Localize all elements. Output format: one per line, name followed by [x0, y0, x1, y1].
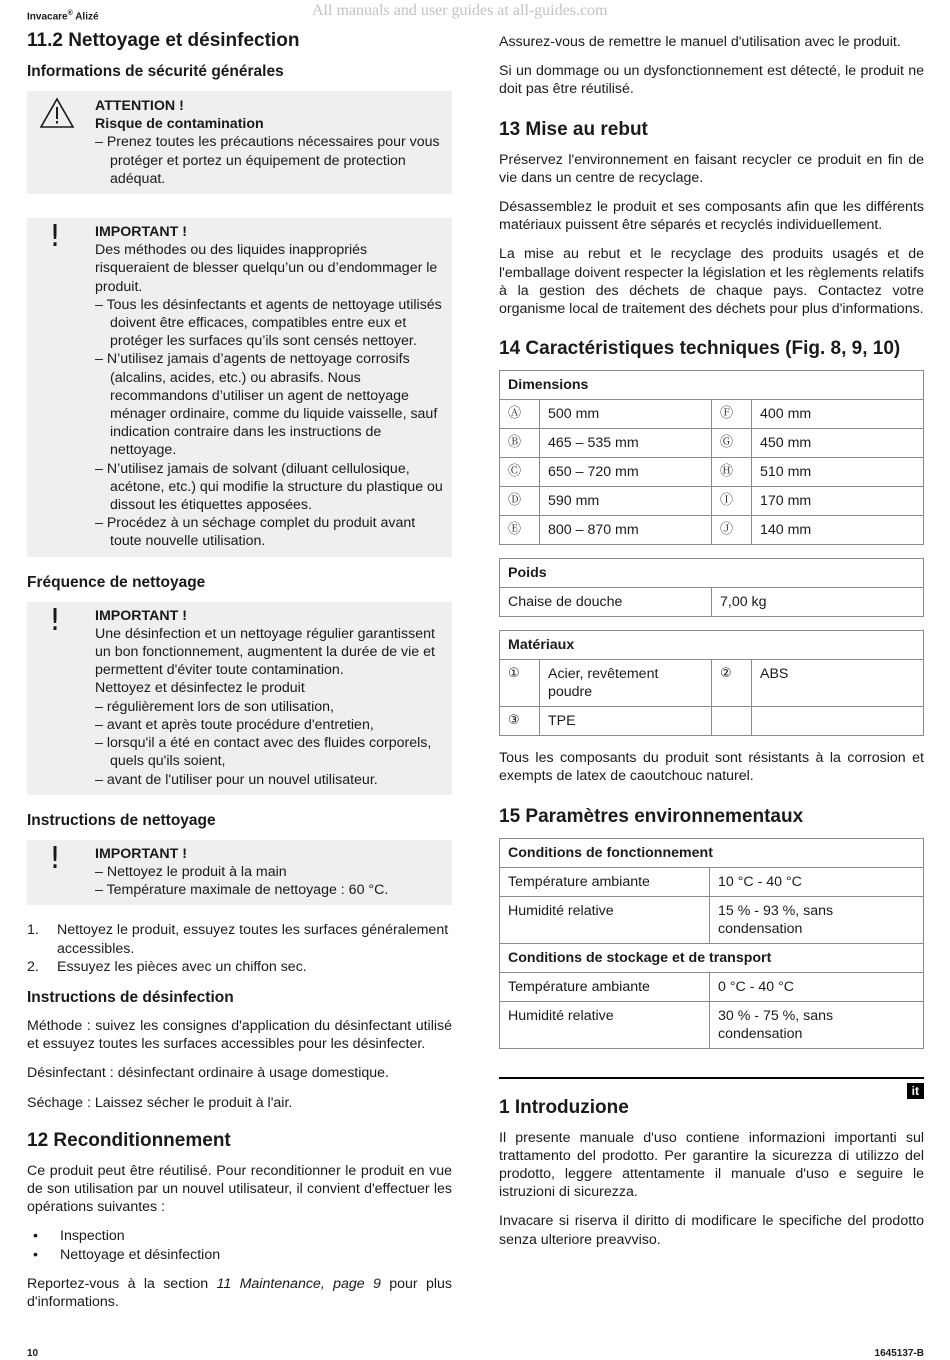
warning-title: ATTENTION !: [95, 98, 184, 114]
section-12-title: 12 Reconditionnement: [27, 1129, 231, 1151]
exclamation-icon: !: [49, 602, 62, 638]
safety-heading: Informations de sécurité générales: [27, 63, 284, 80]
step-number: 1.: [27, 922, 39, 939]
step-text: Essuyez les pièces avec un chiffon sec.: [57, 958, 307, 975]
table-header: Dimensions: [500, 371, 924, 400]
dim-key: Ⓙ: [712, 516, 752, 545]
important-item: – Tous les désinfectants et agents de nettoyage utilisés doivent être efficaces, compatibles entre eux et protéger les surfaces qu’ils sont censés nettoyer.: [95, 296, 444, 351]
important-item: – régulièrement lors de son utilisation,: [95, 698, 444, 716]
reference-paragraph: [27, 1275, 452, 1311]
list-item: • Inspection: [33, 1228, 125, 1245]
bullet-text: Nettoyage et désinfection: [60, 1246, 221, 1263]
table-row: [500, 458, 924, 487]
important-text: Des méthodes ou des liquides inappropriés risqueraient de blesser quelqu’un ou d’endommager le produit.: [95, 242, 438, 295]
italian-intro-title: 1 Introduzione: [499, 1096, 629, 1118]
material-value: [752, 707, 924, 736]
table-row: [500, 487, 924, 516]
important-title: IMPORTANT !: [95, 607, 187, 624]
disinfection-heading: Instructions de désinfection: [27, 988, 234, 1006]
dim-value: 590 mm: [540, 487, 712, 516]
dim-key: Ⓓ: [500, 487, 540, 516]
cleaning-steps: [27, 921, 452, 976]
paragraph: Tous les composants du produit sont résistants à la corrosion et exempts de latex de caoutchouc naturel.: [499, 750, 924, 785]
dim-key: Ⓔ: [500, 516, 540, 545]
important-box-frequency: [27, 602, 452, 795]
step-text: Nettoyez le produit, essuyez toutes les surfaces généralement accessibles.: [57, 922, 449, 957]
paragraph: Séchage : Laissez sécher le produit à l'air.: [27, 1094, 293, 1111]
important-item: – Nettoyez le produit à la main: [95, 863, 444, 881]
table-row: [500, 972, 924, 1001]
exclamation-icon: !: [49, 840, 62, 876]
dimensions-table: [499, 370, 924, 545]
materials-table: [499, 630, 924, 736]
section-13-title: 13 Mise au rebut: [499, 118, 648, 140]
dim-key: Ⓗ: [712, 458, 752, 487]
dim-value: 500 mm: [540, 400, 712, 429]
paragraph: Si un dommage ou un dysfonctionnement est détecté, le produit ne doit pas être réutilisé.: [499, 63, 924, 98]
important-box-cleaning: [27, 840, 452, 906]
material-key: [712, 707, 752, 736]
important-text-2: Nettoyez et désinfectez le produit: [95, 680, 305, 697]
env-value: 30 % - 75 %, sans condensation: [710, 1001, 924, 1048]
list-item: [27, 921, 452, 957]
important-item: – avant et après toute procédure d'entretien,: [95, 716, 444, 734]
dim-value: 800 – 870 mm: [540, 516, 712, 545]
section-link[interactable]: 11 Maintenance, page 9: [216, 1275, 381, 1292]
brand-name: Invacare: [27, 11, 68, 23]
left-column: [27, 30, 452, 1322]
material-value: Acier, revêtement poudre: [540, 660, 712, 707]
dim-key: Ⓖ: [712, 429, 752, 458]
important-item: – N’utilisez jamais de solvant (diluant cellulosique, acétone, etc.) qui modifie la structure du plastique ou dissout les étiquettes apposées.: [95, 460, 444, 515]
table-row: [500, 660, 924, 707]
warning-item: – Prenez toutes les précautions nécessaires pour vous protéger et portez un équipement de protection adéquat.: [95, 133, 444, 188]
paragraph: Assurez-vous de remettre le manuel d'utilisation avec le produit.: [499, 34, 901, 50]
weight-label: Chaise de douche: [500, 588, 712, 617]
table-row: [500, 588, 924, 617]
important-text: Une désinfection et un nettoyage régulier garantissent un bon fonctionnement, augmentent la durée de vie et permettent d'éviter toute contamination.: [95, 625, 435, 679]
dim-value: 400 mm: [752, 400, 924, 429]
table-row: [500, 707, 924, 736]
material-key: ①: [500, 660, 540, 707]
paragraph: Il presente manuale d'uso contiene informazioni importanti sul trattamento del prodotto. Per garantire la sicurezza di utilizzo del prodotto, leggere attentamente il manuale d'uso e seguire le istruzioni di sicurezza.: [499, 1129, 924, 1201]
dim-key: Ⓑ: [500, 429, 540, 458]
material-value: TPE: [540, 707, 712, 736]
environment-table: [499, 838, 924, 1049]
paragraph: Désinfectant : désinfectant ordinaire à usage domestique.: [27, 1065, 390, 1082]
dim-value: 140 mm: [752, 516, 924, 545]
section-15-title: 15 Paramètres environnementaux: [499, 805, 804, 827]
important-item: – lorsqu'il a été en contact avec des fluides corporels, quels qu'ils soient,: [95, 734, 444, 770]
env-label: Humidité relative: [500, 1001, 710, 1048]
dim-key: Ⓒ: [500, 458, 540, 487]
bullet-text: Inspection: [60, 1228, 125, 1245]
cleaning-heading: Instructions de nettoyage: [27, 811, 216, 829]
list-item: • Nettoyage et désinfection: [33, 1246, 221, 1263]
dim-value: 450 mm: [752, 429, 924, 458]
registered-mark: ®: [67, 10, 73, 17]
table-row: [500, 400, 924, 429]
ref-text: Reportez-vous à la section: [27, 1275, 217, 1292]
section-11-2-title: 11.2 Nettoyage et désinfection: [27, 30, 300, 51]
dim-value: 465 – 535 mm: [540, 429, 712, 458]
table-row: [500, 896, 924, 943]
dim-key: Ⓘ: [712, 487, 752, 516]
watermark: All manuals and user guides at all-guides.com: [312, 2, 608, 19]
page-number: 10: [27, 1348, 39, 1359]
paragraph: Ce produit peut être réutilisé. Pour reconditionner le produit en vue de son utilisation par un nouvel utilisateur, il convient d'effectuer les opérations suivantes :: [27, 1162, 452, 1216]
material-key: ③: [500, 707, 540, 736]
warning-subtitle: Risque de contamination: [95, 116, 264, 133]
frequency-heading: Fréquence de nettoyage: [27, 573, 206, 591]
env-label: Humidité relative: [500, 896, 710, 943]
weight-table: [499, 558, 924, 617]
ref-text: pour plus d'informations.: [27, 1275, 453, 1310]
important-item: – Procédez à un séchage complet du produit avant toute nouvelle utilisation.: [95, 514, 444, 550]
important-title: IMPORTANT !: [95, 845, 187, 862]
product-name: Alizé: [75, 11, 99, 23]
material-key: ②: [712, 660, 752, 707]
table-row: [500, 1001, 924, 1048]
important-title: IMPORTANT !: [95, 224, 187, 241]
paragraph: La mise au rebut et le recyclage des produits usagés et de l'emballage doivent respecter la législation et les règlements relatifs à la gestion des déchets de chaque pays. Contactez votre organisme local de traitement des déchets pour plus d'informations.: [499, 246, 924, 318]
dim-key: Ⓕ: [712, 400, 752, 429]
env-label: Température ambiante: [500, 972, 710, 1001]
recondition-bullets: [27, 1227, 452, 1263]
language-badge: it: [907, 1083, 924, 1099]
page-header-brand: [27, 5, 99, 27]
env-label: Température ambiante: [500, 867, 710, 896]
table-row: [500, 429, 924, 458]
weight-value: 7,00 kg: [712, 588, 924, 617]
important-box-safety: [27, 218, 452, 557]
section-14-title: 14 Caractéristiques techniques (Fig. 8, 9, 10): [499, 338, 901, 360]
document-code: 1645137-B: [874, 1348, 924, 1359]
dim-value: 510 mm: [752, 458, 924, 487]
warning-box: [27, 91, 452, 194]
important-item: – N’utilisez jamais d’agents de nettoyage corrosifs (alcalins, acides, etc.) ou abrasifs. Nous recommandons d’utiliser un agent de nettoyage ménager ordinaire, comme du liquide vaisselle, sauf indication contraire dans les instructions de nettoyage.: [95, 350, 444, 459]
dim-value: 170 mm: [752, 487, 924, 516]
env-value: 10 °C - 40 °C: [710, 867, 924, 896]
right-column: [499, 33, 924, 1260]
table-row: [500, 867, 924, 896]
list-item: [27, 958, 452, 976]
table-header: Poids: [500, 559, 924, 588]
material-value: ABS: [752, 660, 924, 707]
table-row: [500, 516, 924, 545]
paragraph: Désassemblez le produit et ses composants afin que les différents matériaux puissent être séparés et recyclés individuellement.: [499, 199, 924, 234]
step-number: 2.: [27, 958, 39, 975]
dim-key: Ⓐ: [500, 400, 540, 429]
dim-value: 650 – 720 mm: [540, 458, 712, 487]
paragraph: Préservez l'environnement en faisant recycler ce produit en fin de vie dans un centre de recyclage.: [499, 151, 924, 186]
table-header: Matériaux: [500, 631, 924, 660]
table-header: Conditions de stockage et de transport: [500, 943, 924, 972]
paragraph: Invacare si riserva il diritto di modificare le specifiche del prodotto senza ulteriore preavviso.: [499, 1213, 924, 1248]
important-item: – Température maximale de nettoyage : 60 °C.: [95, 881, 444, 899]
env-value: 15 % - 93 %, sans condensation: [710, 896, 924, 943]
important-item: – avant de l'utiliser pour un nouvel utilisateur.: [95, 771, 444, 789]
exclamation-icon: !: [49, 219, 62, 255]
paragraph: Méthode : suivez les consignes d'application du désinfectant utilisé et essuyez toutes les surfaces accessibles pour les désinfecter.: [27, 1017, 452, 1053]
table-header: Conditions de fonctionnement: [500, 838, 924, 867]
language-divider: [499, 1077, 924, 1098]
env-value: 0 °C - 40 °C: [710, 972, 924, 1001]
warning-triangle-icon: [39, 97, 75, 134]
